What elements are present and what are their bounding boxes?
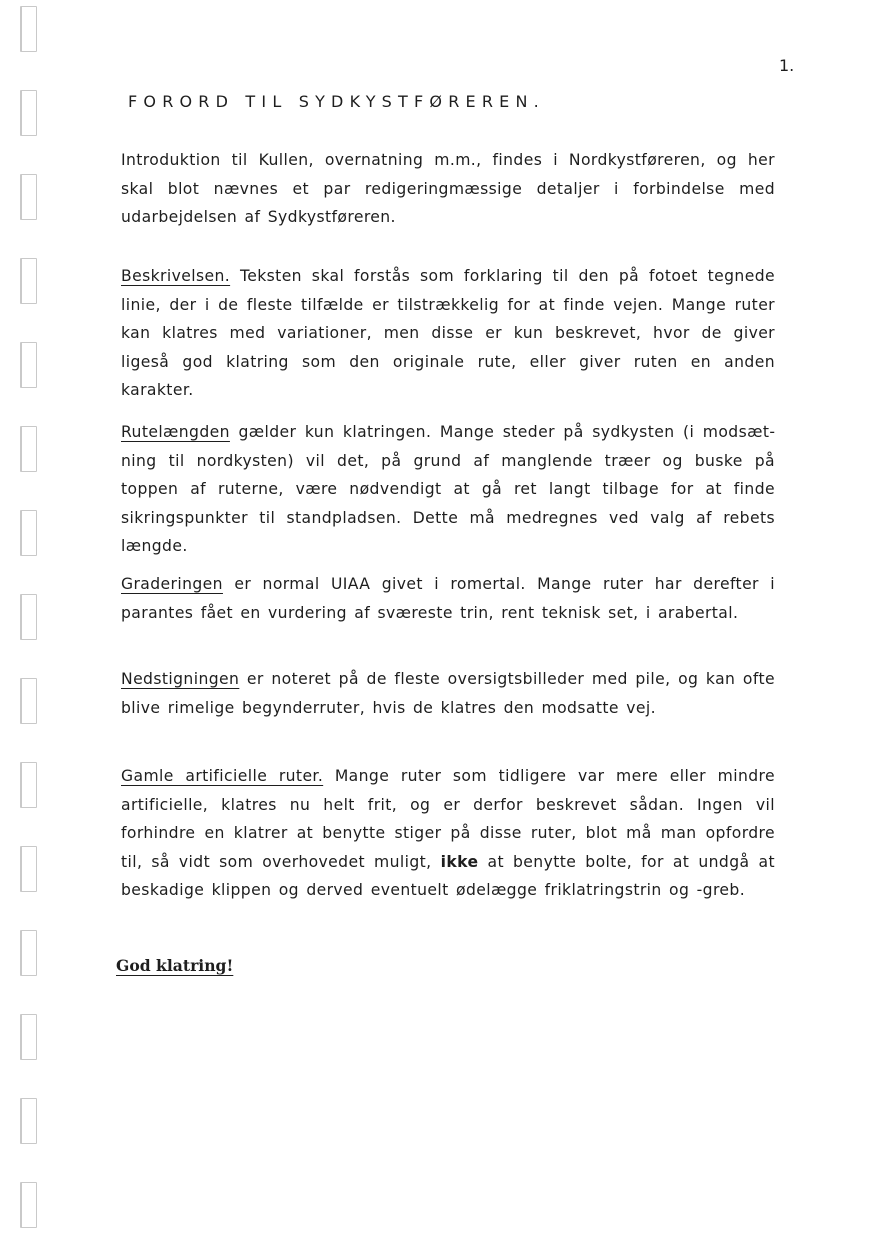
binder-hole [20, 426, 37, 472]
section-heading: Nedstigningen [121, 670, 240, 688]
binder-hole [20, 846, 37, 892]
grading-paragraph [121, 570, 775, 627]
section-heading: Graderingen [121, 575, 223, 593]
section-heading: Gamle artificielle ruter. [121, 767, 324, 785]
binder-hole [20, 1098, 37, 1144]
binder-hole [20, 258, 37, 304]
route-length-paragraph [121, 418, 775, 561]
paragraph-text: Teksten skal forstås som forklaring til den på fotoet tegnede linie, der i de fleste tilfælde er tilstrækkelig for at finde vejen. Mange ruter kan klatres med variationer, men disse er kun beskrevet, hvor de giver ligeså god klatring som den originale rute, eller giver ruten en anden karakter. [121, 267, 775, 400]
paragraph-text: gælder kun klatringen. Mange steder på sydkysten (i modsætning til nordkysten) vil det, på grund af manglende træer og buske på toppen af ruterne, være nødvendigt at gå ret langt tilbage for at finde sikringspunkter til standpladsen. Dette må medregnes ved valg af rebets længde. [121, 423, 775, 556]
section-heading: Rutelængden [121, 423, 230, 441]
signoff: God klatring! [116, 956, 234, 975]
binder-hole [20, 1182, 37, 1228]
intro-paragraph [121, 146, 775, 232]
binder-hole [20, 342, 37, 388]
paragraph-text: Introduktion til Kullen, overnatning m.m., findes i Nordkystføreren, og her skal blot nævnes et par redigeringmæssige detaljer i forbindelse med udarbejdelsen af Sydkystføreren. [121, 151, 775, 227]
paragraph-text: Mange ruter som tidligere var mere eller mindre artificielle, klatres nu helt frit, og er derfor beskrevet sådan. Ingen vil forhindre en klatrer at benytte stiger på disse ruter, blot må man opfordre til, så vidt som overhovedet muligt, [121, 767, 775, 871]
binder-hole [20, 174, 37, 220]
binder-hole [20, 1014, 37, 1060]
binder-hole [20, 510, 37, 556]
paragraph-text: er noteret på de fleste oversigtsbilleder med pile, og kan ofte blive rimelige begynderruter, hvis de klatres den modsatte vej. [121, 670, 775, 717]
old-aid-routes-paragraph [121, 762, 775, 905]
descent-paragraph [121, 665, 775, 722]
binder-hole [20, 6, 37, 52]
section-heading: Beskrivelsen. [121, 267, 231, 285]
paragraph-text: at benytte bolte, for at undgå at beskadige klippen og derved eventuelt ødelægge friklatringstrin og -greb. [121, 852, 775, 900]
binder-hole [20, 594, 37, 640]
emphasis-word: ikke [440, 852, 479, 871]
binder-hole [20, 678, 37, 724]
binder-hole [20, 90, 37, 136]
description-paragraph [121, 262, 775, 405]
paragraph-text: er normal UIAA givet i romertal. Mange ruter har derefter i parantes fået en vurdering af sværeste trin, rent teknisk set, i arabertal. [121, 575, 775, 622]
binder-hole [20, 762, 37, 808]
binder-hole [20, 930, 37, 976]
page-number: 1. [779, 56, 795, 75]
page-title: FORORD TIL SYDKYSTFØREREN. [128, 92, 545, 111]
